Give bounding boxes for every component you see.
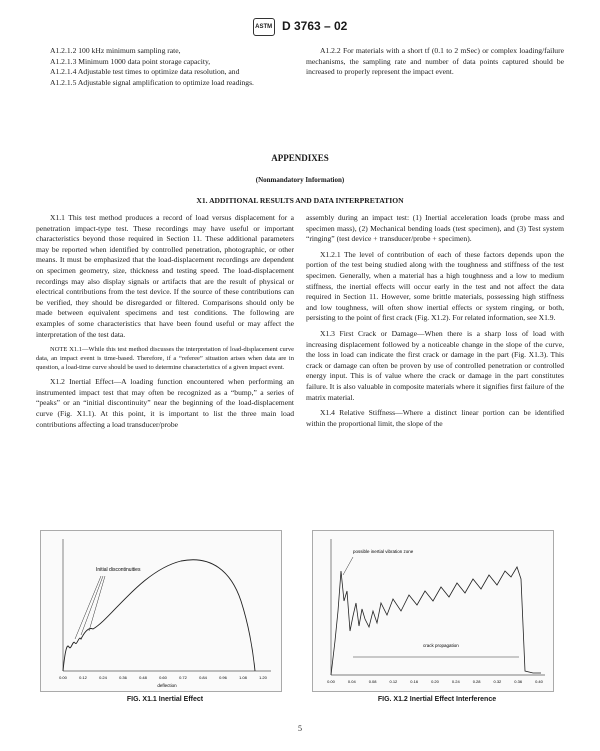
x-tick-label: 0.48 [139, 675, 147, 680]
load-curve [331, 567, 541, 675]
x-tick-label: 0.36 [514, 679, 523, 684]
para-continuation: assembly during an impact test: (1) Inertial acceleration loads (probe mass and specimen mass), (2) Mechanical bending loads (test specimen), and (3) Test system “ringing” (test device + transducer/probe + specimen). [306, 213, 564, 244]
x-tick-label: 0.96 [219, 675, 227, 680]
arrow-3 [89, 576, 105, 631]
arrow-2 [81, 576, 103, 635]
page-number: 5 [298, 724, 302, 733]
x-tick-label: 0.24 [99, 675, 107, 680]
item-a1-2-1-3: A1.2.1.3 Minimum 1000 data point storage capacity, [50, 56, 211, 66]
x-tick-label: 0.36 [119, 675, 127, 680]
item-a1-2-1-5: A1.2.1.5 Adjustable signal amplification to optimize load readings. [50, 77, 254, 87]
x-tick-label: 0.00 [59, 675, 67, 680]
figure-x1-1-caption: FIG. X1.1 Inertial Effect [126, 696, 204, 703]
top-left-items [36, 46, 294, 88]
figure-x1-1-plot [41, 531, 281, 691]
x-tick-labels [59, 675, 268, 680]
appendixes-title: APPENDIXES [271, 153, 329, 163]
annotation-inertial-zone: possible inertial vibration zone [353, 549, 414, 554]
x-tick-label: 1.20 [259, 675, 267, 680]
para-x1-3: X1.3 First Crack or Damage—When there is a sharp loss of load with increasing displacement followed by a noticeable change in the slope of the curve, the loss in load can indicate the first crack or damage in the part (Fig. X1.3). This crack or damage can often be proven by use of controlled penetration or controlled energy input. This is of value where the crack or damage in the part constitutes failure. It is also valuable in composite materials where it signifies first failure of the matrix material. [306, 328, 564, 402]
top-right-text [306, 46, 564, 83]
nonmandatory-label: (Nonmandatory Information) [255, 176, 345, 184]
figure-x1-2 [312, 530, 554, 692]
page-header [0, 18, 600, 36]
x-tick-label: 0.32 [493, 679, 502, 684]
x-axis-label: deflection [157, 683, 177, 688]
x-tick-label: 0.04 [347, 679, 356, 684]
para-x1-2-1: X1.2.1 The level of contribution of each of these factors depends upon the portion of the test being studied along with the toughness and stiffness of the test specimen. Generally, when a material has a high toughness and a low to medium stiffness, the inertial effects will occur early in the test and not affect the data required in Section 11. However, some brittle materials, possessing high stiffness and low toughness, will often show inertial effects or system ringing, or both, persisting to the point of first crack (Fig. X1.2). For related information, see X1.9. [306, 249, 564, 323]
figure-x1-2-plot [313, 531, 553, 691]
x-tick-label: 0.00 [327, 679, 335, 684]
x-tick-label: 0.12 [389, 679, 398, 684]
x-tick-labels [327, 679, 544, 684]
x-tick-label: 0.12 [79, 675, 87, 680]
x-tick-label: 0.08 [368, 679, 377, 684]
designation: D 3763 – 02 [281, 19, 348, 34]
section-title: X1. ADDITIONAL RESULTS AND DATA INTERPRETATION [196, 196, 404, 205]
x-tick-label: 0.40 [535, 679, 543, 684]
annotation-initial-discontinuities: Initial discontinuities [96, 567, 141, 573]
item-a1-2-2: A1.2.2 For materials with a short tf (0.1 to 2 mSec) or complex loading/failure mechanisms, the sampling rate and number of data points captured should be increased to properly represent the impact event. [306, 46, 564, 77]
item-a1-2-1-2: A1.2.1.2 100 kHz minimum sampling rate, [50, 46, 181, 55]
load-curve [63, 560, 255, 671]
astm-logo-icon: ASTM [253, 18, 275, 36]
para-x1-4: X1.4 Relative Stiffness—Where a distinct linear portion can be identified within the proportional limit, the slope of the [306, 408, 564, 428]
x-tick-label: 0.60 [159, 675, 167, 680]
x-tick-label: 0.24 [451, 679, 460, 684]
figure-x1-2-caption: FIG. X1.2 Inertial Effect Interference [377, 696, 497, 703]
x-tick-label: 0.84 [199, 675, 207, 680]
x-tick-label: 0.16 [410, 679, 419, 684]
x-tick-label: 0.28 [472, 679, 481, 684]
x-tick-label: 1.08 [239, 675, 247, 680]
left-column [36, 213, 294, 435]
para-x1-1: X1.1 This test method produces a record of load versus displacement for a penetration impact-type test. These recordings may have useful or important characteristics beyond those required in Section 11. These additional parameters may be reported when identified by controlled penetration, photographic, or other means. It must be emphasized that the load-displacement recordings are dependent on specimen geometry, size, thickness and testing speed. The load-displacement recordings may also display signals or artifacts that are the result of physical or electrical contributions from the test device. If the source of these contributions can be verified, they should be disregarded or filtered. Comparisons should only be made between equivalent specimens and test conditions. The following are examples of some characteristics that have been found useful or may affect the interpretation of the test data. [36, 213, 294, 339]
figure-x1-1 [40, 530, 282, 692]
para-x1-2: X1.2 Inertial Effect—A loading function encountered when performing an instrumented impact test that may often be recognized as a “bump,” a series of “peaks” or an “initial discontinuity” near the beginning of the load-displacement curve (Fig. X1.1). At this point, it is important to list the three main load contributions affecting a load transducer/probe [36, 377, 294, 429]
x-tick-label: 0.72 [179, 675, 187, 680]
annotation-crack-propagation: crack propagation [423, 643, 459, 648]
note-x1-1: NOTE X1.1—While this test method discusses the interpretation of load-displacement curve data, an impact event is time-based. Therefore, if a “referee” situation arises when data are in question, a load-time curve should be used to determine characteristics of a given impact event. [36, 346, 294, 372]
item-a1-2-1-4: A1.2.1.4 Adjustable test times to optimize data resolution, and [50, 67, 240, 77]
right-column [306, 213, 564, 434]
x-tick-label: 0.20 [431, 679, 439, 684]
arrow-inertial [343, 557, 353, 575]
